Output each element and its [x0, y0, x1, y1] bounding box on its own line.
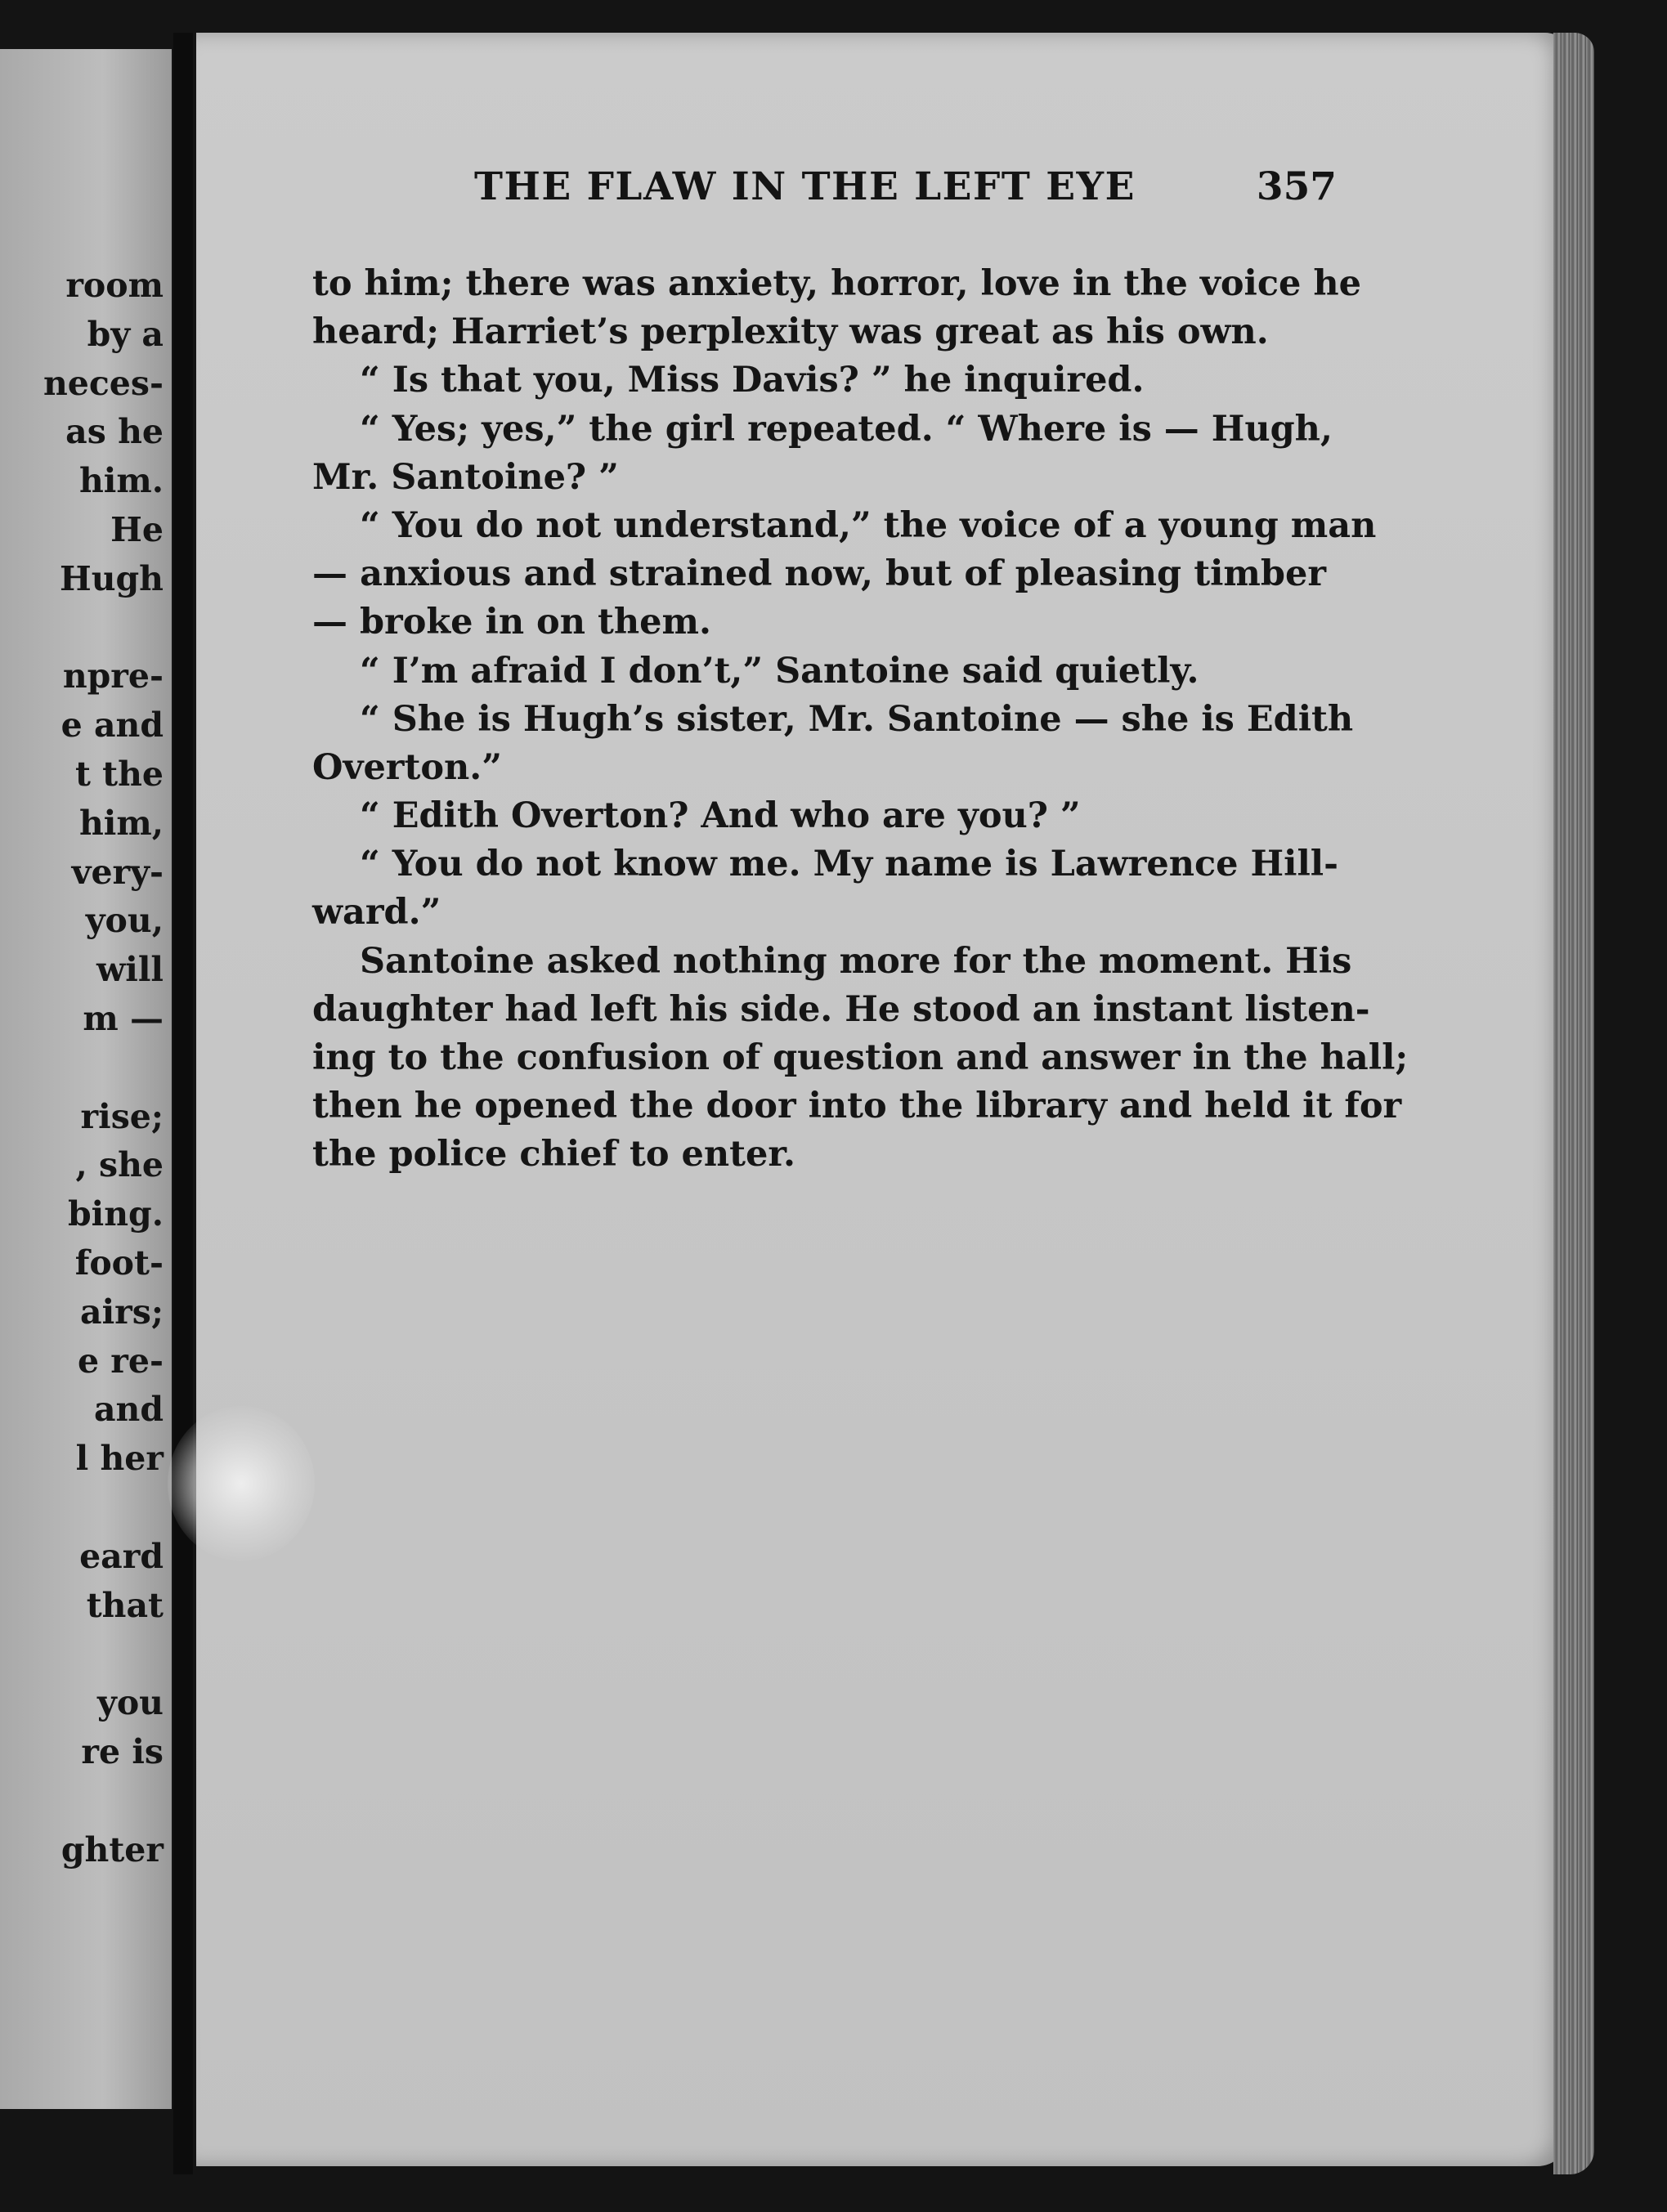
left-fragment-line: neces-	[43, 363, 164, 403]
text-line: then he opened the door into the library and held it for	[312, 1086, 1402, 1127]
left-fragment-line: that	[86, 1585, 164, 1625]
page-edges	[1553, 33, 1594, 2174]
text-line: Mr. Santoine? ”	[312, 456, 619, 498]
body-text	[312, 260, 1409, 1180]
text-line: to him; there was anxiety, horror, love in the voice he	[312, 263, 1361, 304]
left-fragment-line: t the	[74, 754, 164, 794]
left-fragment-line: bing.	[68, 1194, 164, 1234]
left-fragment-line: airs;	[80, 1292, 164, 1332]
paper-smudge	[168, 1406, 315, 1561]
text-line: “ I’m afraid I don’t,” Santoine said quietly.	[360, 650, 1199, 692]
left-fragment-line: He	[110, 509, 164, 549]
left-fragment-line: you	[97, 1683, 164, 1723]
text-line: — broke in on them.	[312, 602, 711, 643]
text-line: Santoine asked nothing more for the moment. His	[360, 940, 1352, 982]
left-fragment-line: e re-	[77, 1341, 164, 1381]
left-fragment-line	[0, 1777, 164, 1826]
text-line: “ You do not understand,” the voice of a young man	[360, 504, 1377, 546]
left-fragment-line	[0, 1484, 164, 1533]
left-fragment-line	[0, 1044, 164, 1093]
running-title: THE FLAW IN THE LEFT EYE	[474, 164, 1136, 209]
text-line: heard; Harriet’s perplexity was great as his own.	[312, 311, 1269, 353]
book-spine-gutter	[173, 33, 193, 2174]
text-line: ward.”	[312, 892, 441, 934]
left-fragment-line: him,	[78, 803, 164, 843]
left-fragment-line: by a	[87, 314, 164, 354]
text-line: daughter had left his side. He stood an instant listen-	[312, 988, 1370, 1030]
page-header	[278, 143, 1337, 208]
text-line: the police chief to enter.	[312, 1134, 796, 1175]
left-fragment-line: Hugh	[59, 558, 164, 598]
left-fragment-line: foot-	[74, 1243, 164, 1283]
left-page-text-fragments	[0, 262, 164, 1874]
left-fragment-line: npre-	[62, 656, 164, 696]
left-fragment-line: you,	[85, 901, 164, 941]
left-fragment-line: l her	[75, 1439, 164, 1479]
left-fragment-line: will	[96, 950, 164, 990]
text-line: “ You do not know me. My name is Lawrence Hill-	[360, 844, 1338, 885]
left-fragment-line: re is	[81, 1731, 164, 1771]
text-line: ing to the confusion of question and answer in the hall;	[312, 1037, 1409, 1078]
left-fragment-line: very-	[71, 852, 164, 892]
left-fragment-line: rise;	[80, 1096, 164, 1136]
text-line: “ She is Hugh’s sister, Mr. Santoine — she is Edith	[360, 698, 1354, 740]
page-number: 357	[1256, 164, 1337, 209]
left-fragment-line	[0, 604, 164, 653]
left-fragment-line: as he	[65, 412, 164, 452]
left-fragment-line: m —	[83, 998, 164, 1038]
text-line: Overton.”	[312, 746, 502, 788]
left-fragment-line: and	[93, 1390, 164, 1430]
left-fragment-line: him.	[78, 461, 164, 501]
text-line: “ Yes; yes,” the girl repeated. “ Where is — Hugh,	[360, 408, 1333, 450]
left-page	[0, 49, 172, 2109]
left-fragment-line	[0, 1630, 164, 1679]
left-fragment-line: eard	[79, 1536, 164, 1576]
text-line: “ Edith Overton? And who are you? ”	[360, 795, 1081, 837]
text-line: “ Is that you, Miss Davis? ” he inquired.	[360, 360, 1145, 401]
left-fragment-line: e and	[60, 705, 164, 746]
left-fragment-line: ghter	[60, 1829, 164, 1869]
left-fragment-line: , she	[75, 1145, 164, 1185]
left-fragment-line: room	[65, 266, 164, 305]
text-line: — anxious and strained now, but of pleasing timber	[312, 553, 1326, 595]
